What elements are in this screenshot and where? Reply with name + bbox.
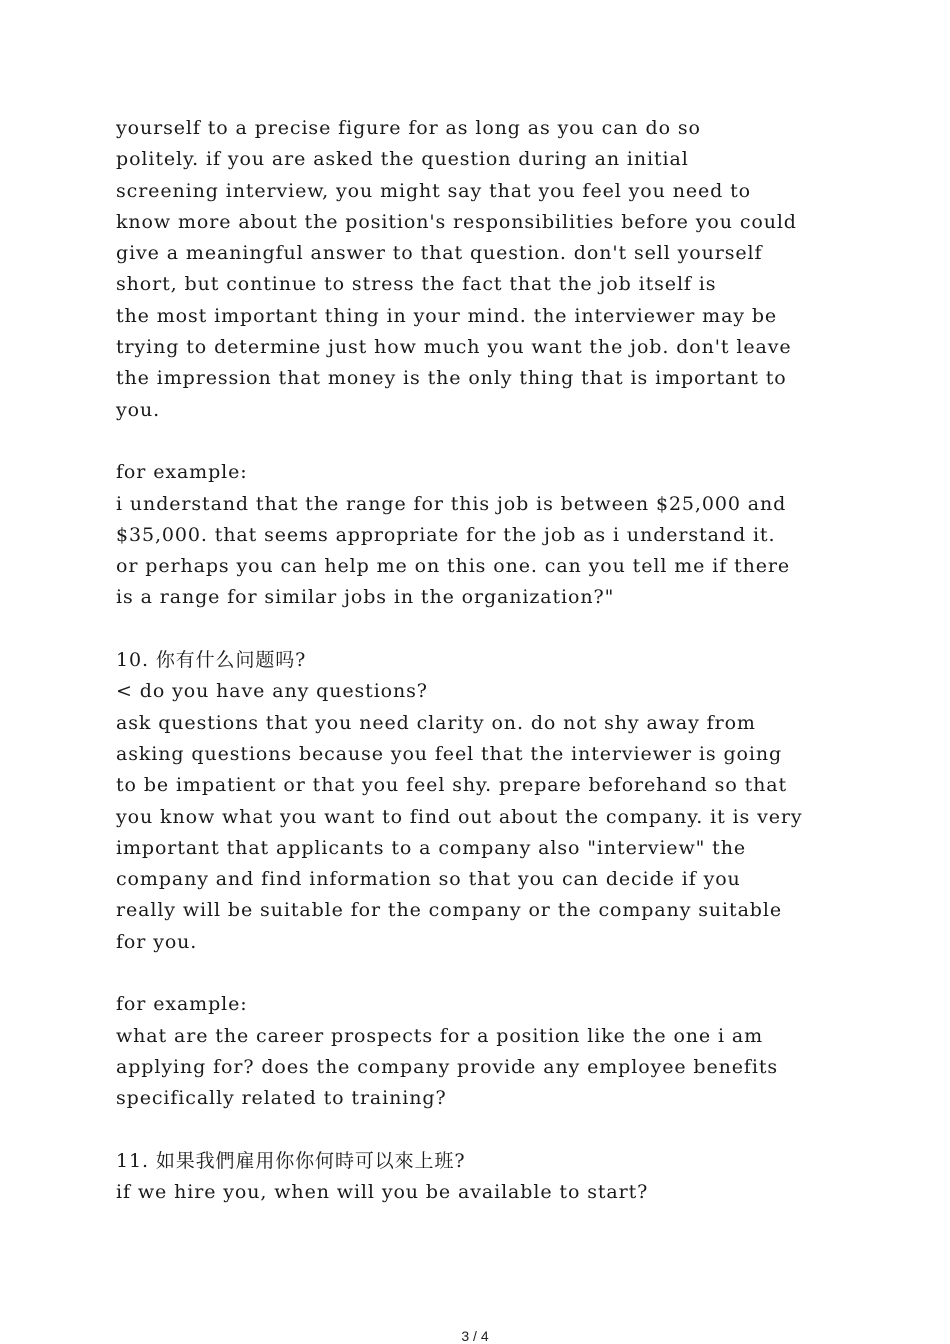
text-line: ask questions that you need clarity on. do not shy away from xyxy=(116,711,756,734)
text-line: for example: xyxy=(116,461,248,484)
text-line: if we hire you, when will you be available to start? xyxy=(116,1181,649,1204)
page-number: 3 / 4 xyxy=(461,1328,489,1344)
text-line: the impression that money is the only thing that is important to xyxy=(116,367,787,390)
text-line: the most important thing in your mind. the interviewer may be xyxy=(116,304,778,327)
text-line: $35,000. that seems appropriate for the job as i understand it. xyxy=(116,523,776,546)
text-line: < do you have any questions? xyxy=(116,680,428,703)
text-line: screening interview, you might say that you feel you need to xyxy=(116,179,752,202)
text-line: important that applicants to a company also "interview" the xyxy=(116,836,747,859)
text-line: what are the career prospects for a position like the one i am xyxy=(116,1024,764,1047)
text-line: trying to determine just how much you want the job. don't leave xyxy=(116,336,792,359)
text-line: for example: xyxy=(116,993,248,1016)
blank-line xyxy=(116,1115,846,1146)
text-line: yourself to a precise figure for as long as you can do so xyxy=(116,117,701,139)
text-line: for you. xyxy=(116,930,198,953)
text-line: 11. 如果我們雇用你你何時可以來上班? xyxy=(116,1149,466,1172)
blank-line xyxy=(116,958,846,989)
text-line: or perhaps you can help me on this one. can you tell me if there xyxy=(116,555,791,578)
text-line: know more about the position's responsibilities before you could xyxy=(116,210,797,233)
text-line: you know what you want to find out about the company. it is very xyxy=(116,805,803,828)
blank-line xyxy=(116,426,846,457)
text-line: give a meaningful answer to that question. don't sell yourself xyxy=(116,242,763,265)
text-line: short, but continue to stress the fact that the job itself is xyxy=(116,273,717,296)
text-line: politely. if you are asked the question during an initial xyxy=(116,148,689,171)
blank-line xyxy=(116,614,846,645)
text-line: 10. 你有什么问题吗? xyxy=(116,649,307,672)
text-line: you. xyxy=(116,398,161,421)
text-line: i understand that the range for this job is between $25,000 and xyxy=(116,492,787,515)
text-line: specifically related to training? xyxy=(116,1087,447,1110)
text-line: really will be suitable for the company or the company suitable xyxy=(116,899,782,922)
text-line: asking questions because you feel that the interviewer is going xyxy=(116,742,783,765)
text-line: to be impatient or that you feel shy. prepare beforehand so that xyxy=(116,774,788,797)
document-body xyxy=(116,113,846,1208)
text-line: company and find information so that you can decide if you xyxy=(116,868,741,891)
text-line: applying for? does the company provide any employee benefits xyxy=(116,1055,779,1078)
text-line: is a range for similar jobs in the organization?" xyxy=(116,586,615,609)
